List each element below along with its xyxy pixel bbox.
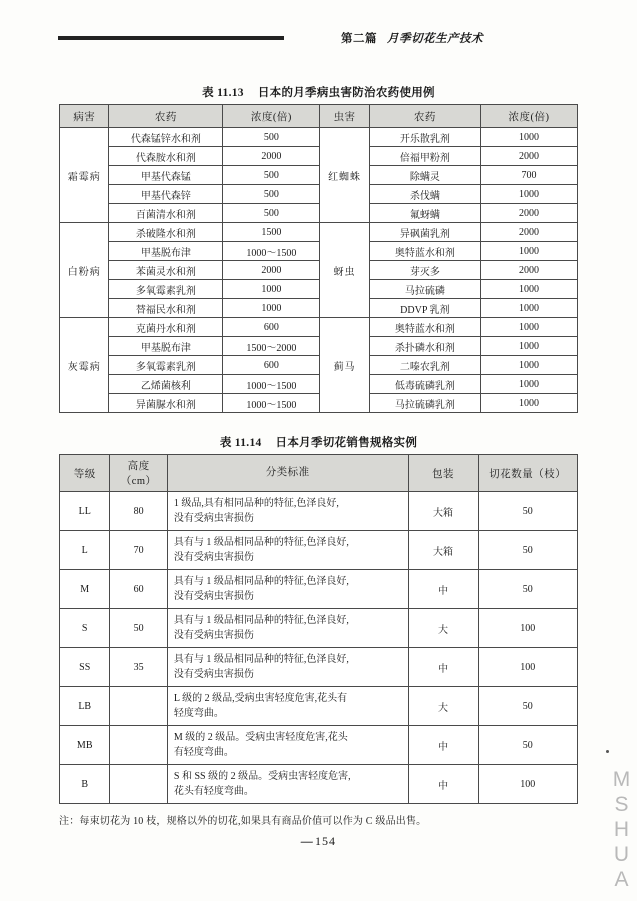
table-1113-header-row bbox=[60, 105, 578, 128]
cell-standard-line1: 1 级品,具有相同品种的特征,色泽良好, bbox=[173, 497, 339, 509]
cell-grade: SS bbox=[60, 648, 110, 687]
cell-quantity: 50 bbox=[478, 492, 577, 531]
table-row bbox=[60, 394, 578, 413]
cell-concentration-pest: 1000 bbox=[480, 128, 577, 147]
cell-packaging: 大箱 bbox=[408, 492, 478, 531]
table-row bbox=[60, 318, 578, 337]
col-packaging: 包装 bbox=[408, 455, 478, 492]
cell-concentration-pest: 1000 bbox=[480, 318, 577, 337]
cell-standard bbox=[167, 687, 408, 726]
cell-chemical: 杀破隆水和剂 bbox=[109, 223, 223, 242]
cell-chemical-pest: 氟蚜螨 bbox=[369, 204, 480, 223]
cell-chemical: 代森胺水和剂 bbox=[109, 147, 223, 166]
table-row bbox=[60, 223, 578, 242]
cell-concentration-pest: 1000 bbox=[480, 394, 577, 413]
cell-quantity: 100 bbox=[478, 648, 577, 687]
cell-quantity: 50 bbox=[478, 531, 577, 570]
cell-grade: LB bbox=[60, 687, 110, 726]
cell-chemical-pest: 马拉硫磷 bbox=[369, 280, 480, 299]
cell-chemical: 甲基代森锰 bbox=[109, 166, 223, 185]
cell-concentration: 600 bbox=[223, 318, 320, 337]
cell-chemical-pest: 杀伐螨 bbox=[369, 185, 480, 204]
cell-height bbox=[110, 726, 167, 765]
cell-disease: 灰霉病 bbox=[60, 318, 109, 413]
table-1114 bbox=[59, 454, 578, 804]
table-row bbox=[60, 166, 578, 185]
table-1114-caption-number: 表 11.14 bbox=[219, 437, 262, 449]
cell-chemical: 代森锰锌水和剂 bbox=[109, 128, 223, 147]
table-row bbox=[60, 147, 578, 166]
cell-quantity: 50 bbox=[478, 570, 577, 609]
table-row bbox=[60, 687, 578, 726]
col-classification-standard: 分类标准 bbox=[167, 455, 408, 492]
cell-packaging: 大 bbox=[408, 609, 478, 648]
cell-chemical-pest: 低毒硫磷乳剂 bbox=[369, 375, 480, 394]
cell-chemical: 苯菌灵水和剂 bbox=[109, 261, 223, 280]
table-row bbox=[60, 570, 578, 609]
cell-chemical-pest: 马拉硫磷乳剂 bbox=[369, 394, 480, 413]
table-row bbox=[60, 648, 578, 687]
cell-standard-line1: 具有与 1 级品相同品种的特征,色泽良好, bbox=[173, 614, 349, 626]
table-row bbox=[60, 726, 578, 765]
cell-concentration-pest: 1000 bbox=[480, 337, 577, 356]
header-text bbox=[341, 30, 483, 46]
cell-disease: 白粉病 bbox=[60, 223, 109, 318]
cell-chemical-pest: DDVP 乳剂 bbox=[369, 299, 480, 318]
table-1113-caption-number: 表 11.13 bbox=[202, 87, 244, 99]
cell-standard-line2: 没有受病虫害损伤 bbox=[173, 552, 254, 563]
cell-standard-line2: 没有受病虫害损伤 bbox=[173, 591, 254, 602]
cell-disease: 霜霉病 bbox=[60, 128, 109, 223]
cell-chemical-pest: 奥特蓝水和剂 bbox=[369, 318, 480, 337]
cell-concentration-pest: 1000 bbox=[480, 280, 577, 299]
table-1113-caption bbox=[0, 84, 637, 100]
table-row bbox=[60, 299, 578, 318]
table-row bbox=[60, 280, 578, 299]
cell-concentration: 500 bbox=[223, 185, 320, 204]
cell-height bbox=[110, 687, 167, 726]
cell-standard bbox=[167, 726, 408, 765]
cell-chemical: 克菌丹水和剂 bbox=[109, 318, 223, 337]
footer-rule: — bbox=[298, 834, 316, 848]
cell-grade: M bbox=[60, 570, 110, 609]
col-grade: 等级 bbox=[60, 455, 110, 492]
cell-chemical-pest: 开乐散乳剂 bbox=[369, 128, 480, 147]
cell-concentration: 500 bbox=[223, 128, 320, 147]
cell-concentration-pest: 2000 bbox=[480, 204, 577, 223]
cell-concentration: 1000 bbox=[223, 280, 320, 299]
table-row bbox=[60, 531, 578, 570]
col-height: 高度（cm） bbox=[110, 455, 167, 492]
col-concentration-disease: 浓度(倍) bbox=[223, 105, 320, 128]
cell-grade: S bbox=[60, 609, 110, 648]
margin-dot-mark bbox=[606, 750, 609, 753]
cell-height: 60 bbox=[110, 570, 167, 609]
cell-chemical-pest: 杀扑磷水和剂 bbox=[369, 337, 480, 356]
cell-standard bbox=[167, 765, 408, 804]
cell-height bbox=[110, 765, 167, 804]
cell-standard bbox=[167, 648, 408, 687]
col-disease: 病害 bbox=[60, 105, 109, 128]
col-pest: 虫害 bbox=[320, 105, 369, 128]
cell-standard-line2: 轻度弯曲。 bbox=[173, 708, 224, 719]
cell-standard bbox=[167, 609, 408, 648]
cell-height: 50 bbox=[110, 609, 167, 648]
cell-standard-line1: M 级的 2 级品。受病虫害轻度危害,花头 bbox=[173, 731, 348, 743]
cell-grade: LL bbox=[60, 492, 110, 531]
cell-concentration-pest: 1000 bbox=[480, 356, 577, 375]
cell-grade: MB bbox=[60, 726, 110, 765]
cell-packaging: 中 bbox=[408, 570, 478, 609]
table-row bbox=[60, 356, 578, 375]
cell-standard-line1: 具有与 1 级品相同品种的特征,色泽良好, bbox=[173, 653, 349, 665]
cell-standard-line2: 没有受病虫害损伤 bbox=[173, 630, 254, 641]
table-row bbox=[60, 765, 578, 804]
cell-chemical-pest: 芽灭多 bbox=[369, 261, 480, 280]
cell-grade: B bbox=[60, 765, 110, 804]
table-1114-header-row bbox=[60, 455, 578, 492]
cell-concentration-pest: 2000 bbox=[480, 147, 577, 166]
table-row bbox=[60, 337, 578, 356]
cell-pest: 红蜘蛛 bbox=[320, 128, 369, 223]
cell-packaging: 大 bbox=[408, 687, 478, 726]
col-chemical-disease: 农药 bbox=[109, 105, 223, 128]
cell-standard bbox=[167, 531, 408, 570]
table-row bbox=[60, 609, 578, 648]
col-quantity: 切花数量（枝） bbox=[478, 455, 577, 492]
cell-concentration-pest: 700 bbox=[480, 166, 577, 185]
cell-chemical: 甲基脱布津 bbox=[109, 337, 223, 356]
cell-height: 35 bbox=[110, 648, 167, 687]
cell-concentration: 1000～1500 bbox=[223, 375, 320, 394]
cell-concentration: 500 bbox=[223, 166, 320, 185]
cell-chemical: 多氧霉素乳剂 bbox=[109, 356, 223, 375]
cell-chemical-pest: 除螨灵 bbox=[369, 166, 480, 185]
page-number: 154 bbox=[315, 834, 336, 848]
table-row bbox=[60, 492, 578, 531]
cell-concentration: 1500 bbox=[223, 223, 320, 242]
cell-chemical-pest: 二嗪农乳剂 bbox=[369, 356, 480, 375]
cell-concentration: 1000～1500 bbox=[223, 394, 320, 413]
cell-standard-line1: L 级的 2 级品,受病虫害轻度危害,花头有 bbox=[173, 692, 348, 704]
cell-concentration: 2000 bbox=[223, 147, 320, 166]
cell-quantity: 100 bbox=[478, 609, 577, 648]
table-row bbox=[60, 128, 578, 147]
header-title: 月季切花生产技术 bbox=[387, 33, 483, 45]
cell-quantity: 100 bbox=[478, 765, 577, 804]
cell-concentration: 2000 bbox=[223, 261, 320, 280]
cell-chemical: 多氧霉素乳剂 bbox=[109, 280, 223, 299]
cell-chemical: 甲基代森锌 bbox=[109, 185, 223, 204]
cell-chemical: 甲基脱布津 bbox=[109, 242, 223, 261]
cell-chemical: 乙烯菌核利 bbox=[109, 375, 223, 394]
cell-concentration: 600 bbox=[223, 356, 320, 375]
cell-concentration-pest: 2000 bbox=[480, 261, 577, 280]
cell-concentration: 500 bbox=[223, 204, 320, 223]
cell-quantity: 50 bbox=[478, 687, 577, 726]
table-row bbox=[60, 375, 578, 394]
table-1113-caption-title: 日本的月季病虫害防治农药使用例 bbox=[257, 87, 435, 99]
cell-standard-line2: 没有受病虫害损伤 bbox=[173, 513, 254, 524]
cell-chemical: 替福民水和剂 bbox=[109, 299, 223, 318]
cell-pest: 蚜虫 bbox=[320, 223, 369, 318]
cell-grade: L bbox=[60, 531, 110, 570]
cell-concentration-pest: 2000 bbox=[480, 223, 577, 242]
cell-standard-line1: S 和 SS 级的 2 级品。受病虫害轻度危害, bbox=[173, 770, 351, 782]
col-chemical-pest: 农药 bbox=[369, 105, 480, 128]
table-row bbox=[60, 261, 578, 280]
table-1113 bbox=[59, 104, 578, 413]
cell-concentration: 1000 bbox=[223, 299, 320, 318]
cell-concentration: 1500～2000 bbox=[223, 337, 320, 356]
cell-standard-line2: 有轻度弯曲。 bbox=[173, 747, 234, 758]
page-footer bbox=[0, 834, 637, 849]
cell-chemical-pest: 异砜菌乳剂 bbox=[369, 223, 480, 242]
cell-chemical: 百菌清水和剂 bbox=[109, 204, 223, 223]
cell-chemical: 异菌脲水和剂 bbox=[109, 394, 223, 413]
cell-packaging: 中 bbox=[408, 726, 478, 765]
table-1114-caption bbox=[0, 434, 637, 450]
table-row bbox=[60, 185, 578, 204]
header-rule bbox=[58, 36, 284, 40]
table-1114-caption-title: 日本月季切花销售规格实例 bbox=[275, 437, 418, 449]
cell-standard-line2: 花头有轻度弯曲。 bbox=[173, 786, 254, 797]
cell-concentration-pest: 1000 bbox=[480, 185, 577, 204]
cell-chemical-pest: 奥特蓝水和剂 bbox=[369, 242, 480, 261]
col-concentration-pest: 浓度(倍) bbox=[480, 105, 577, 128]
table-row bbox=[60, 204, 578, 223]
cell-concentration-pest: 1000 bbox=[480, 242, 577, 261]
watermark: MSHUA bbox=[610, 768, 633, 893]
page-header bbox=[58, 30, 578, 52]
cell-concentration: 1000～1500 bbox=[223, 242, 320, 261]
cell-chemical-pest: 倍福甲粉剂 bbox=[369, 147, 480, 166]
cell-packaging: 中 bbox=[408, 648, 478, 687]
cell-standard-line1: 具有与 1 级品相同品种的特征,色泽良好, bbox=[173, 575, 349, 587]
cell-height: 70 bbox=[110, 531, 167, 570]
cell-standard-line1: 具有与 1 级品相同品种的特征,色泽良好, bbox=[173, 536, 349, 548]
cell-standard bbox=[167, 570, 408, 609]
cell-concentration-pest: 1000 bbox=[480, 299, 577, 318]
cell-standard-line2: 没有受病虫害损伤 bbox=[173, 669, 254, 680]
cell-pest: 蓟马 bbox=[320, 318, 369, 413]
cell-concentration-pest: 1000 bbox=[480, 375, 577, 394]
cell-quantity: 50 bbox=[478, 726, 577, 765]
cell-height: 80 bbox=[110, 492, 167, 531]
table-row bbox=[60, 242, 578, 261]
cell-packaging: 中 bbox=[408, 765, 478, 804]
cell-standard bbox=[167, 492, 408, 531]
cell-packaging: 大箱 bbox=[408, 531, 478, 570]
header-section: 第二篇 bbox=[341, 33, 377, 45]
table-note: 注：每束切花为 10 枝，规格以外的切花,如果具有商品价值可以作为 C 级品出售。 bbox=[59, 816, 427, 827]
